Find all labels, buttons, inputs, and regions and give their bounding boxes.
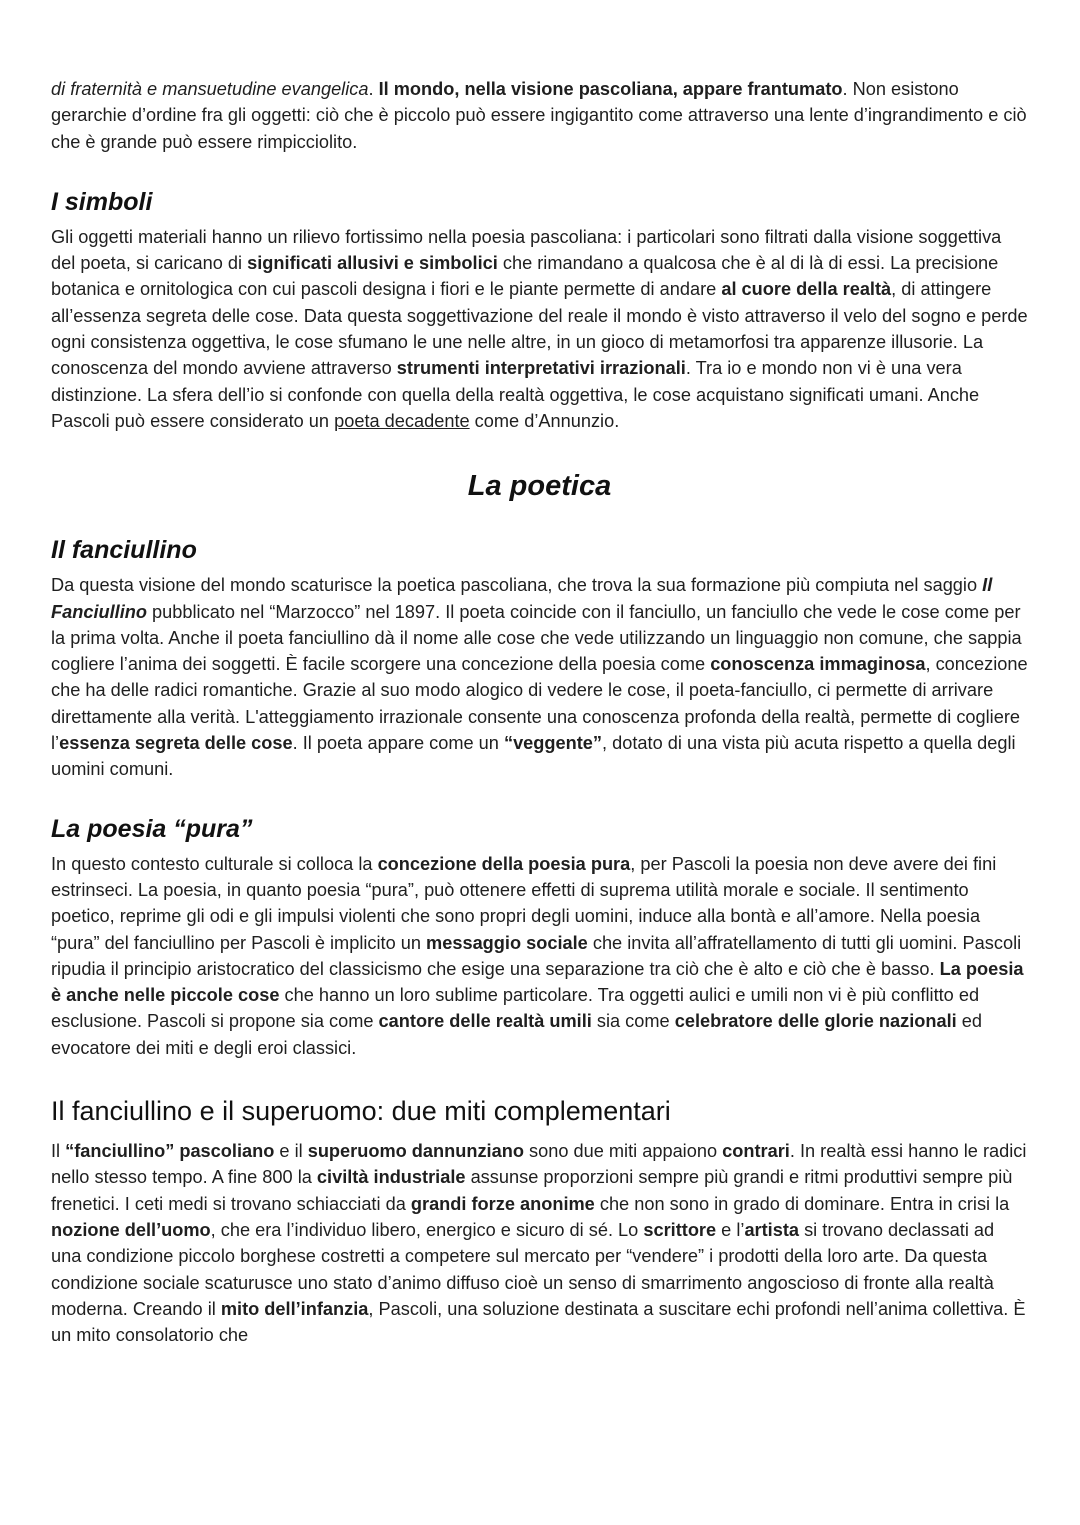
heading-simboli: I simboli [51, 187, 153, 216]
heading-fanciullino-superuomo: Il fanciullino e il superuomo: due miti complementari [51, 1096, 671, 1127]
fanciullino-paragraph: Da questa visione del mondo scaturisce la poetica pascoliana, che trova la sua formazione più compiuta nel saggio Il Fanciullino pubblicato nel “Marzocco” nel 1897. Il poeta coincide con il fanciullo, un fanciullo che vede le cose come per la prima volta. Anche il poeta fanciullino dà il nome alle cose che vede utilizzando un linguaggio non comune, che sappia cogliere l’anima dei soggetti. È facile scorgere una concezione della poesia come conoscenza immaginosa, concezione che ha delle radici romantiche. Grazie al suo modo alogico di vedere le cose, il poeta-fanciullo, ci permette di arrivare direttamente alla verità. L'atteggiamento irrazionale consente una conoscenza profonda della realtà, permette di cogliere l’essenza segreta delle cose. Il poeta appare come un “veggente”, dotato di una vista più acuta rispetto a quella degli uomini comuni. [51, 575, 1028, 780]
simboli-paragraph: Gli oggetti materiali hanno un rilievo fortissimo nella poesia pascoliana: i particolari sono filtrati dalla visione soggettiva del poeta, si caricano di significati allusivi e simbolici che rimandano a qualcosa che è al di là di essi. La precisione botanica e ornitologica con cui pascoli designa i fiori e le piante permette di andare al cuore della realtà, di attingere all’essenza segreta delle cose. Data questa soggettivazione del reale il mondo è visto attraverso il velo del sogno e perde ogni consistenza oggettiva, le cose sfumano le une nelle altre, in un gioco di metamorfosi tra apparenze illusorie. La conoscenza del mondo avviene attraverso strumenti interpretativi irrazionali. Tra io e mondo non vi è una vera distinzione. La sfera dell’io si confonde con quella della realtà oggettiva, le cose acquistano significati umani. Anche Pascoli può essere considerato un poeta decadente come d’Annunzio. [51, 226, 1028, 431]
section-title-poetica: La poetica [467, 470, 612, 503]
poeta-decadente-link[interactable]: poeta decadente [334, 410, 470, 431]
heading-poesia-pura: La poesia “pura” [51, 814, 253, 843]
heading-fanciullino: Il fanciullino [51, 536, 197, 565]
poesia-pura-paragraph: In questo contesto culturale si colloca la concezione della poesia pura, per Pascoli la poesia non deve avere dei fini estrinseci. La poesia, in quanto poesia “pura”, può ottenere effetti di suprema utilità morale e sociale. Il sentimento poetico, reprime gli odi e gli impulsi violenti che sono propri degli uomini, induce alla bontà e all’amore. Nella poesia “pura” del fanciullino per Pascoli è implicito un messaggio sociale che invita all’affratellamento di tutti gli uomini. Pascoli ripudia il principio aristocratico del classicismo che esige una separazione tra ciò che è alto e ciò che è basso. La poesia è anche nelle piccole cose che hanno un loro sublime particolare. Tra oggetti aulici e umili non vi è più conflitto ed esclusione. Pascoli si propone sia come cantore delle realtà umili sia come celebratore delle glorie nazionali ed evocatore dei miti e degli eroi classici. [51, 853, 1024, 1058]
superuomo-paragraph: Il “fanciullino” pascoliano e il superuomo dannunziano sono due miti appaiono contrari. In realtà essi hanno le radici nello stesso tempo. A fine 800 la civiltà industriale assunse proporzioni sempre più grandi e ritmi produttivi sempre più frenetici. I ceti medi si trovano schiacciati da grandi forze anonime che non sono in grado di dominare. Entra in crisi la nozione dell’uomo, che era l’individuo libero, energico e sicuro di sé. Lo scrittore e l’artista si trovano declassati ad una condizione piccolo borghese costretti a competere sul mercato per “vendere” i prodotti della loro arte. Da questa condizione sociale scaturusce uno stato d’animo diffuso cioè un senso di smarrimento angoscioso di fronte alla realtà moderna. Creando il mito dell’infanzia, Pascoli, una soluzione destinata a suscitare echi profondi nell’anima collettiva. È un mito consolatorio che [51, 1141, 1027, 1346]
intro-paragraph: di fraternità e mansuetudine evangelica. Il mondo, nella visione pascoliana, appare frantumato. Non esistono gerarchie d’ordine fra gli oggetti: ciò che è piccolo può essere ingigantito come attraverso una lente d’ingrandimento e ciò che è grande può essere rimpicciolito. [51, 79, 1027, 152]
